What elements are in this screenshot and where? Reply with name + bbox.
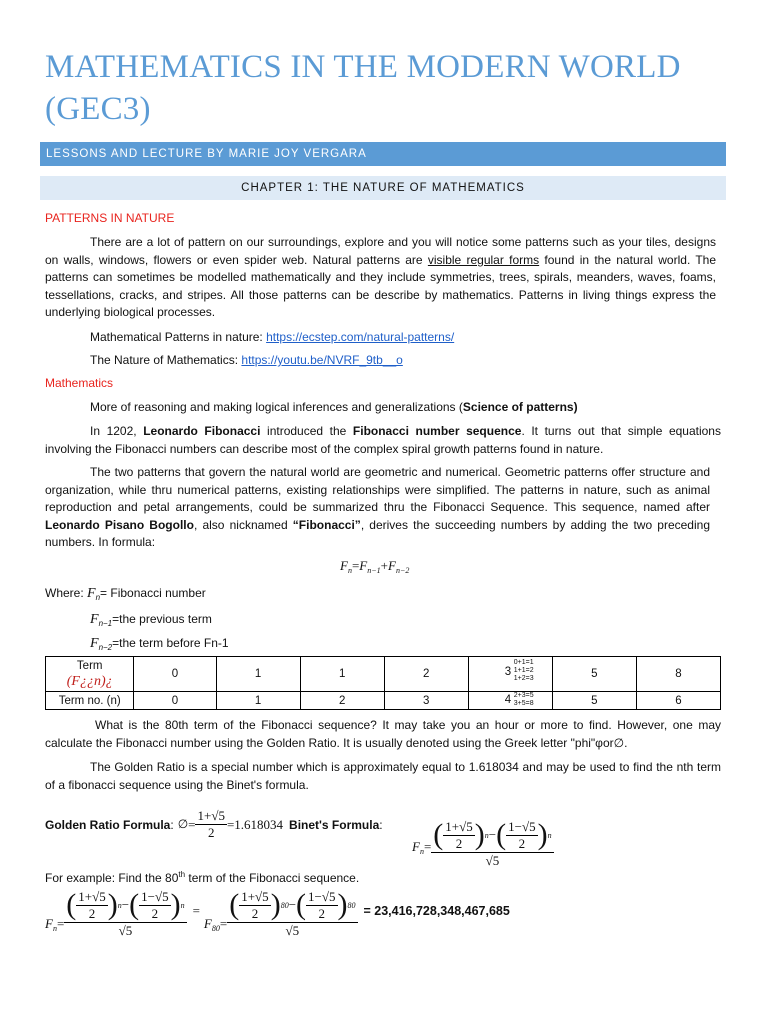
section-heading-mathematics: Mathematics	[45, 376, 114, 390]
lesson-banner: LESSONS AND LECTURE BY MARIE JOY VERGARA	[40, 142, 726, 166]
formula-operator: =	[423, 839, 432, 854]
formula-subscript: n−1	[98, 619, 113, 628]
formula-label: Binet's Formula	[289, 817, 380, 832]
paragraph-text: The two patterns that govern the natural world are geometric and numerical. Geometric patterns offer structure and organization, while thru numerical patterns, existing relationships were simplified. The patterns in nature, such as animal reproduction and petal arrangements, could be summarized thru the Fibonacci Sequence. This sequence, named after	[45, 465, 710, 515]
table-cell: 2	[384, 657, 468, 692]
formula-operator: −	[288, 897, 297, 912]
formula-operator: =	[192, 902, 200, 918]
fibonacci-table	[45, 656, 721, 710]
fraction-numerator: 1+√5	[241, 888, 269, 904]
exponent: n	[117, 900, 122, 910]
table-cell: 0	[134, 692, 216, 710]
exponent: 80	[280, 900, 289, 910]
formula-operator: =	[351, 558, 360, 573]
example-computation	[45, 888, 510, 939]
cell-value: 3	[504, 666, 512, 678]
fraction-numerator: 1−√5	[141, 888, 169, 904]
fraction-numerator: 1+√5	[78, 888, 106, 904]
formula-operator: =	[188, 816, 196, 832]
chapter-banner: CHAPTER 1: THE NATURE OF MATHEMATICS	[40, 176, 726, 200]
formula-operator: =	[56, 916, 65, 931]
example-line	[45, 866, 359, 888]
paragraph-patterns	[45, 234, 716, 322]
formula-colon: :	[379, 817, 383, 832]
fraction-denominator: √5	[431, 852, 553, 869]
inner-fraction	[239, 889, 270, 922]
fraction-numerator: 1+√5	[445, 818, 473, 834]
formula-subscript: 80	[211, 924, 220, 933]
paragraph-text: found in the natural world. The patterns can sometimes be modelled mathematically and they include symmetries, trees, spirals, meanders, waves, foams, tessellations, cracks, and stripes. All those patterns can be describe by mathematics. Patterns in living things express the underlying biological processes.	[45, 252, 717, 320]
paragraph-text: introduced the	[260, 424, 353, 438]
where-description: = Fibonacci number	[100, 586, 206, 600]
underlined-phrase: visible regular forms	[427, 252, 540, 267]
exponent: 80	[347, 900, 356, 910]
fraction-denominator: 2	[506, 835, 537, 852]
formula-operator: +	[380, 558, 388, 573]
table-cell-with-sums	[468, 692, 552, 710]
paragraph-80th-term: What is the 80th term of the Fibonacci sequence? It may take you an hour or more to find. However, one may calculate the Fibonacci number using the Golden Ratio. It is usually denoted using the Greek letter "phi"φor∅.	[45, 718, 721, 750]
formula-symbol: F	[90, 612, 99, 627]
link-line-nature	[90, 352, 403, 370]
table-header-term-no: Term no. (n)	[46, 692, 134, 710]
sum-note: 0+1=1	[513, 659, 534, 666]
formula-operator: =	[219, 916, 228, 931]
example-result: = 23,416,728,348,467,685	[363, 903, 510, 918]
table-cell: 0	[134, 657, 216, 692]
table-cell: 8	[636, 657, 720, 692]
bold-phrase: “Fibonacci”	[292, 517, 361, 532]
formula-colon: :	[170, 817, 174, 832]
table-cell: 3	[384, 692, 468, 710]
fraction-denominator: 2	[139, 905, 170, 922]
sum-note: 1+2=3	[513, 675, 534, 682]
inner-fraction	[139, 889, 170, 922]
header-formula: (F¿¿n)¿	[66, 674, 113, 689]
formula-symbol: F	[90, 636, 99, 651]
exponent: n	[180, 900, 185, 910]
golden-fraction	[195, 808, 226, 841]
sum-note: 2+3=5	[513, 692, 534, 699]
where-line-fn1	[90, 611, 212, 633]
binet-numerator: ( $\frac{1+√5}{2}$ ) n − ( $\frac{1-√5}{2}$ ) n	[433, 818, 552, 851]
link-label: Mathematical Patterns in nature:	[90, 330, 267, 344]
bold-phrase: Leonardo Fibonacci	[143, 424, 261, 438]
paragraph-text: In 1202,	[90, 424, 144, 438]
section-heading-patterns: PATTERNS IN NATURE	[45, 211, 175, 225]
paragraph-text: For example: Find the 80	[45, 871, 179, 885]
golden-value: =1.618034	[226, 816, 284, 832]
formula-symbol: F	[45, 916, 53, 931]
sum-note: 1+1=2	[513, 667, 534, 674]
formula-operator: −	[121, 897, 130, 912]
table-cell: 6	[636, 692, 720, 710]
bold-phrase: Leonardo Pisano Bogollo	[45, 517, 194, 532]
table-cell: 2	[300, 692, 384, 710]
fraction-denominator: 2	[306, 905, 337, 922]
formula-subscript: n−2	[395, 566, 410, 575]
binet-fraction	[431, 818, 553, 869]
table-cell: 5	[552, 692, 636, 710]
formula-symbol: F	[340, 558, 348, 573]
nature-of-math-video-link[interactable]: https://youtu.be/NVRF_9tb__o	[241, 353, 403, 367]
phi-symbol: ∅	[177, 817, 189, 831]
formula-symbol: F	[203, 916, 212, 931]
formula-symbol: F	[412, 839, 420, 854]
table-cell: 1	[216, 657, 300, 692]
where-label: Where:	[45, 586, 88, 600]
table-row-terms	[46, 657, 721, 692]
table-cell: 1	[300, 657, 384, 692]
formula-label: Golden Ratio Formula	[45, 817, 171, 832]
paragraph-definition	[90, 399, 578, 417]
formula-symbol: F	[87, 586, 96, 601]
bold-phrase: Science of patterns)	[462, 400, 578, 414]
example-fraction-n	[64, 888, 186, 939]
paragraph-text: More of reasoning and making logical inferences and generalizations (	[90, 400, 463, 414]
sum-notes	[514, 692, 534, 708]
formula-subscript: n−1	[367, 566, 381, 575]
example-lhs-80	[204, 916, 227, 933]
paragraph-patterns-govern	[45, 464, 710, 552]
table-row-index	[46, 692, 721, 710]
example-numerator-80: ( $\frac{1+√5}{2}$ ) 80 − ( $\frac{1-√5}{2}$ ) 80	[229, 888, 356, 921]
table-cell: 1	[216, 692, 300, 710]
sum-notes	[514, 659, 534, 683]
paragraph-text: , derives the succeeding numbers by adding the two preceding numbers. In formula:	[45, 517, 710, 550]
inner-fraction	[506, 819, 537, 852]
natural-patterns-link[interactable]: https://ecstep.com/natural-patterns/	[266, 330, 455, 344]
fraction-denominator: √5	[227, 922, 357, 939]
binet-formula	[412, 798, 554, 869]
sum-note: 3+5=8	[513, 700, 534, 707]
fraction-denominator: 2	[76, 905, 107, 922]
inner-fraction	[443, 819, 474, 852]
fraction-numerator: 1+√5	[197, 808, 225, 823]
example-numerator: ( $\frac{1+√5}{2}$ ) n − ( $\frac{1-√5}{2}$ ) n	[66, 888, 185, 921]
example-fraction-80	[227, 888, 357, 939]
example-lhs	[45, 916, 64, 933]
cell-value: 4	[504, 694, 512, 706]
where-line-fn2	[90, 635, 229, 657]
paragraph-golden-ratio: The Golden Ratio is a special number which is approximately equal to 1.618034 and may be used to find the nth term of a fibonacci sequence using the Binet's formula.	[45, 760, 721, 792]
header-label: Term	[76, 660, 103, 672]
formula-subscript: n	[347, 566, 352, 575]
golden-ratio-formula	[45, 808, 383, 841]
fraction-numerator: 1−√5	[308, 888, 336, 904]
superscript: th	[178, 870, 186, 879]
table-cell: 5	[552, 657, 636, 692]
exponent: n	[547, 830, 552, 840]
table-cell-with-sums	[468, 657, 552, 692]
inner-fraction	[76, 889, 107, 922]
where-description: =the previous term	[112, 612, 212, 626]
fraction-numerator: 1−√5	[508, 818, 536, 834]
table-header-term	[46, 657, 134, 692]
formula-subscript: n	[52, 924, 57, 933]
exponent: n	[484, 830, 489, 840]
fraction-denominator: 2	[195, 824, 226, 841]
formula-operator: −	[488, 827, 497, 842]
paragraph-text: term of the Fibonacci sequence.	[185, 871, 360, 885]
where-description: =the term before Fn-1	[112, 636, 229, 650]
inner-fraction	[306, 889, 337, 922]
link-label: The Nature of Mathematics:	[90, 353, 242, 367]
formula-symbol: F	[359, 558, 368, 573]
formula-subscript: n	[419, 847, 424, 856]
binet-lhs	[412, 839, 431, 856]
where-line-fn	[45, 585, 206, 607]
page-title: MATHEMATICS IN THE MODERN WORLD (GEC3)	[45, 49, 681, 127]
paragraph-text: . It turns out that simple equations involving the Fibonacci numbers can describe most of the complex spiral growth patterns found in nature.	[45, 424, 721, 456]
fraction-denominator: 2	[239, 905, 270, 922]
link-line-patterns	[90, 329, 454, 347]
formula-subscript: n	[95, 593, 101, 602]
fraction-denominator: √5	[64, 922, 186, 939]
bold-phrase: Fibonacci number sequence	[352, 424, 522, 438]
fraction-denominator: 2	[443, 835, 474, 852]
fibonacci-formula	[340, 558, 409, 575]
formula-subscript: n−2	[98, 643, 113, 652]
formula-symbol: F	[388, 558, 396, 573]
paragraph-fibonacci	[45, 423, 721, 458]
paragraph-text: , also nicknamed	[193, 517, 293, 532]
paragraph-text: There are a lot of pattern on our surroundings, explore and you will notice some patterns such as your tiles, designs on walls, windows, flowers or even spider web. Natural patterns are	[45, 235, 716, 267]
